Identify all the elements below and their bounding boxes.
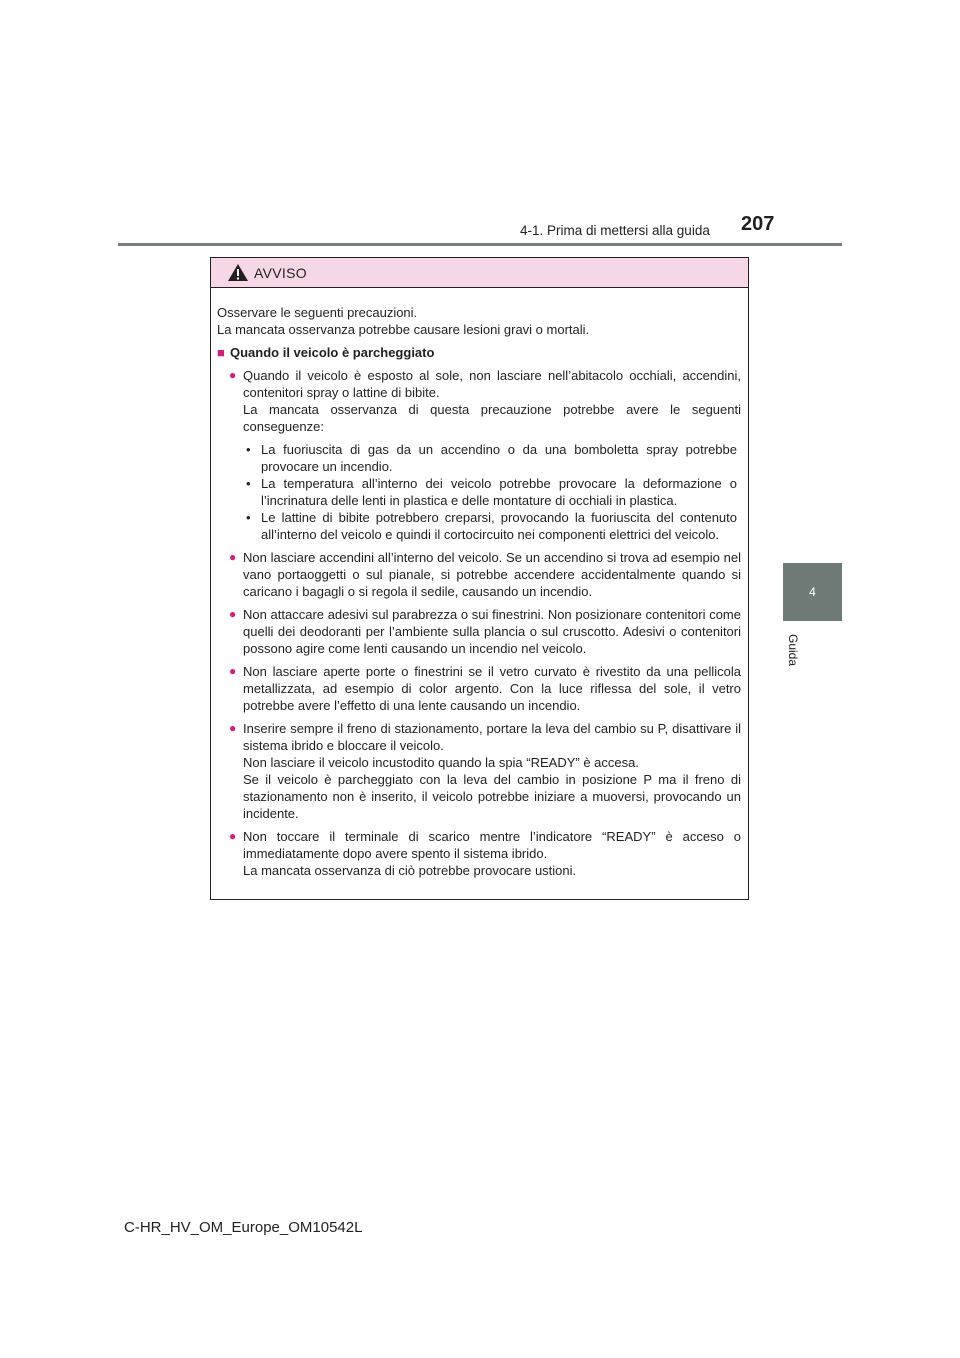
intro-line: La mancata osservanza potrebbe causare lesioni gravi o mortali. <box>217 322 590 337</box>
section-heading <box>217 344 741 361</box>
section-title: 4-1. Prima di mettersi alla guida <box>520 223 710 238</box>
warning-header <box>211 258 748 288</box>
list-item <box>217 367 741 543</box>
warning-intro <box>217 304 741 338</box>
warning-body <box>211 288 748 879</box>
circle-bullet-icon: ● <box>229 721 237 735</box>
chapter-label: Guida <box>786 633 800 667</box>
list-item <box>217 828 741 879</box>
circle-bullet-icon: ● <box>229 664 237 678</box>
sub-list-item: • La temperatura all’interno dei veicolo potrebbe provocare la deformazione o l’incrinatura delle lenti in plastica e delle montature di occhiali in plastica. <box>246 476 737 508</box>
sub-list-item: • Le lattine di bibite potrebbero creparsi, provocando la fuoriuscita del contenuto all’interno del veicolo e quindi il cortocircuito nei componenti elettrici del veicolo. <box>246 510 737 542</box>
chapter-number: 4 <box>809 585 816 599</box>
list-item <box>217 606 741 657</box>
list-item <box>217 663 741 714</box>
chapter-label-wrap <box>780 630 806 670</box>
bullet-paragraph: Non lasciare aperte porte o finestrini se il vetro curvato è rivestito da una pellicola metallizzata, ad esempio di color argento. Con la luce riflessa del sole, il vetro potrebbe avere l’effetto di una lente causando un incendio. <box>243 664 741 713</box>
warning-title: AVVISO <box>254 264 307 281</box>
bullet-paragraph: Non lasciare accendini all’interno del veicolo. Se un accendino si trova ad esempio nel vano portaoggetti o sul pianale, si potrebbe accendere accidentalmente quando si caricano i bagagli o si regola il sedile, causando un incendio. <box>243 550 741 599</box>
bullet-paragraph: La mancata osservanza di ciò potrebbe provocare ustioni. <box>243 863 577 878</box>
intro-line: Osservare le seguenti precauzioni. <box>217 305 418 320</box>
section-heading-text: Quando il veicolo è parcheggiato <box>230 345 435 360</box>
page-number: 207 <box>741 213 775 235</box>
warning-triangle-icon <box>227 263 249 282</box>
chapter-tab <box>783 563 842 621</box>
sub-list <box>243 441 741 543</box>
warning-box <box>210 257 749 900</box>
circle-bullet-icon: ● <box>229 368 237 382</box>
bullet-paragraph: Se il veicolo è parcheggiato con la leva del cambio in posizione P ma il freno di stazionamento non è inserito, il veicolo potrebbe iniziare a muoversi, provocando un incidente. <box>243 772 741 821</box>
header-rule <box>118 243 842 246</box>
square-bullet-icon: ■ <box>217 345 225 360</box>
list-item <box>217 549 741 600</box>
list-item <box>217 720 741 822</box>
bullet-paragraph: Inserire sempre il freno di stazionamento, portare la leva del cambio su P, disattivare il sistema ibrido e bloccare il veicolo. <box>243 721 741 753</box>
bullet-paragraph: Non toccare il terminale di scarico mentre l’indicatore “READY” è acceso o immediatamente dopo avere spento il sistema ibrido. <box>243 829 741 861</box>
bullet-paragraph: Quando il veicolo è esposto al sole, non lasciare nell’abitacolo occhiali, accendini, contenitori spray o lattine di bibite. <box>243 368 741 400</box>
bullet-paragraph: La mancata osservanza di questa precauzione potrebbe avere le seguenti conseguenze: <box>243 402 741 434</box>
document-code: C-HR_HV_OM_Europe_OM10542L <box>124 1219 363 1236</box>
circle-bullet-icon: ● <box>229 607 237 621</box>
sub-list-item: • La fuoriuscita di gas da un accendino o da una bomboletta spray potrebbe provocare un incendio. <box>246 442 737 474</box>
bullet-paragraph: Non lasciare il veicolo incustodito quando la spia “READY” è accesa. <box>243 755 639 770</box>
circle-bullet-icon: ● <box>229 550 237 564</box>
bullet-paragraph: Non attaccare adesivi sul parabrezza o sui finestrini. Non posizionare contenitori come quelli dei deodoranti per l’ambiente sulla plancia o sul cruscotto. Adesivi o contenitori possono agire come lenti causando un incendio nel veicolo. <box>243 607 741 656</box>
circle-bullet-icon: ● <box>229 829 237 843</box>
